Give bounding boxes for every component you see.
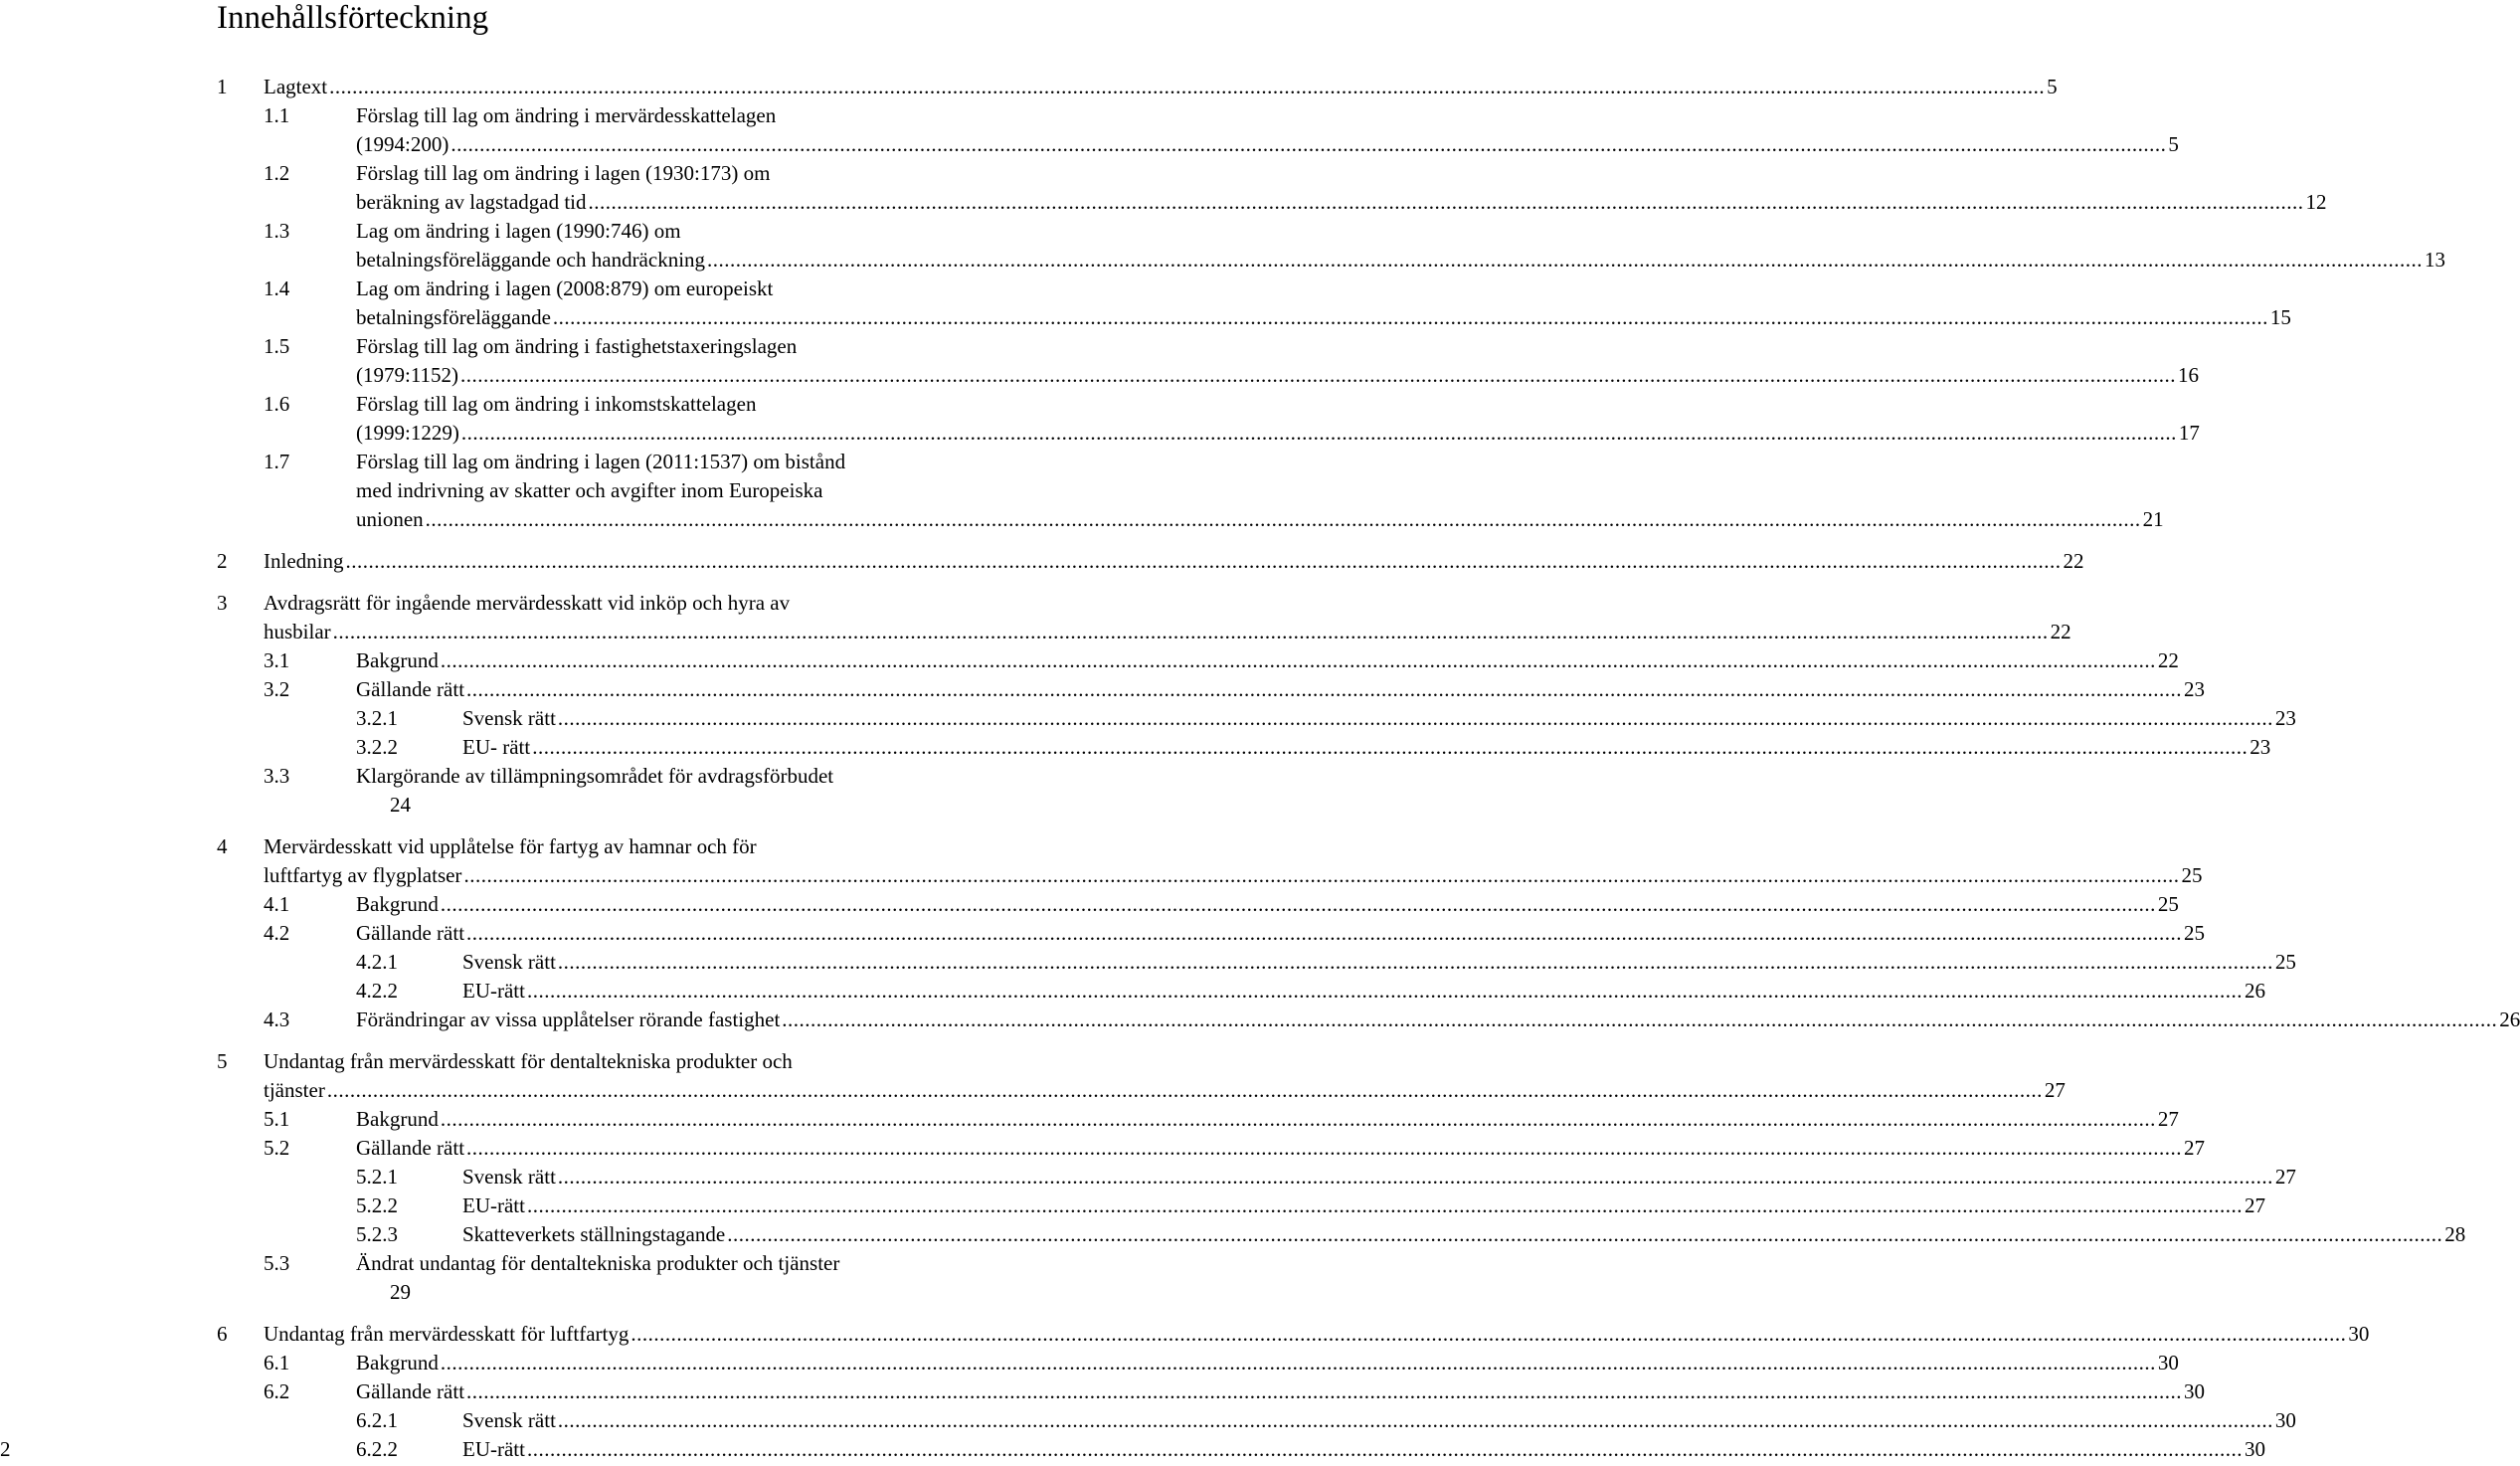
- toc-entry-title: Gällande rätt: [356, 921, 465, 945]
- toc-entry-title: Förslag till lag om ändring i lagen (2011:1537) om bistånd: [356, 450, 846, 473]
- toc-entry-line[interactable]: [264, 646, 2179, 675]
- dot-leader: ............................................................................................................................................................................................................................................................................................................: [450, 132, 2167, 156]
- dot-leader: ............................................................................................................................................................................................................................................................................................................: [526, 1437, 2243, 1461]
- toc-entry-number: 6.2: [264, 1379, 290, 1403]
- toc-entry-page: 5: [2047, 75, 2058, 98]
- toc-entry-line[interactable]: [264, 675, 2206, 704]
- toc-entry-page: 26: [2244, 979, 2265, 1003]
- toc-entry-number: 5.1: [264, 1107, 290, 1131]
- toc-entry-page: 23: [2274, 706, 2296, 730]
- toc-entry-title: Förslag till lag om ändring i lagen (1930:173) om: [356, 161, 771, 185]
- toc-entry-number: 4.2.2: [356, 979, 398, 1003]
- toc-entry-number: 5.2.3: [356, 1222, 398, 1246]
- dot-leader: ............................................................................................................................................................................................................................................................................................................: [440, 1107, 2156, 1131]
- toc-entry-title: Svensk rätt: [462, 706, 556, 730]
- dot-leader: ............................................................................................................................................................................................................................................................................................................: [630, 1322, 2347, 1346]
- toc-entry-line[interactable]: [217, 1320, 2370, 1349]
- page-title: Innehållsförteckning: [217, 0, 489, 36]
- toc-entry-title: Lag om ändring i lagen (1990:746) om: [356, 219, 681, 243]
- toc-entry-number: 4.2: [264, 921, 290, 945]
- toc-entry-title: tjänster: [264, 1078, 325, 1102]
- toc-entry-number: 4: [217, 834, 228, 858]
- dot-leader: ............................................................................................................................................................................................................................................................................................................: [440, 892, 2156, 916]
- dot-leader: ............................................................................................................................................................................................................................................................................................................: [460, 421, 2177, 445]
- toc-entry-number: 1.2: [264, 161, 290, 185]
- toc-entry-page: 22: [2157, 648, 2179, 672]
- toc-entry-line[interactable]: [264, 101, 952, 130]
- toc-entry-title: Bakgrund: [356, 1107, 439, 1131]
- toc-entry-number: 3.2.2: [356, 735, 398, 759]
- toc-entry-line[interactable]: [356, 1435, 2265, 1464]
- toc-entry-title: (1999:1229): [356, 421, 459, 445]
- dot-leader: ............................................................................................................................................................................................................................................................................................................: [440, 648, 2156, 672]
- toc-entry-line[interactable]: [264, 1377, 2206, 1406]
- toc-entry-title: Undantag från mervärdesskatt för luftfartyg: [264, 1322, 630, 1346]
- toc-entry-number: 6: [217, 1322, 228, 1346]
- toc-entry-page: 27: [2274, 1165, 2296, 1189]
- toc-entry-page: 17: [2178, 421, 2200, 445]
- toc-entry-number: 3.2.1: [356, 706, 398, 730]
- toc-entry-title: betalningsföreläggande och handräckning: [356, 248, 706, 272]
- toc-entry-number: 3: [217, 591, 228, 615]
- toc-entry-title: EU-rätt: [462, 1193, 525, 1217]
- dot-leader: ............................................................................................................................................................................................................................................................................................................: [707, 248, 2424, 272]
- toc-entry-number: 2: [217, 549, 228, 573]
- toc-entry-line[interactable]: [217, 861, 2203, 890]
- toc-entry-line[interactable]: [264, 919, 2206, 948]
- toc-entry-number: 5: [217, 1049, 228, 1073]
- toc-entry-page: 30: [2274, 1408, 2296, 1432]
- toc-entry-title: Skatteverkets ställningstagande: [462, 1222, 726, 1246]
- toc-entry-title: husbilar: [264, 620, 331, 643]
- toc-entry-title: EU- rätt: [462, 735, 531, 759]
- toc-entry-line[interactable]: [264, 275, 952, 303]
- toc-entry-title: Gällande rätt: [356, 1379, 465, 1403]
- toc-entry-line[interactable]: [217, 1076, 2066, 1105]
- toc-entry-line[interactable]: [356, 1406, 2296, 1435]
- toc-entry-page: 25: [2157, 892, 2179, 916]
- toc-entry-page: 30: [2244, 1437, 2265, 1461]
- toc-entry-line[interactable]: [264, 1349, 2179, 1377]
- toc-entry-title: Svensk rätt: [462, 1408, 556, 1432]
- toc-entry-number: 4.1: [264, 892, 290, 916]
- toc-entry-page: 30: [2157, 1351, 2179, 1374]
- dot-leader: ............................................................................................................................................................................................................................................................................................................: [460, 363, 2177, 387]
- toc-entry-title: Undantag från mervärdesskatt för dentaltekniska produkter och: [264, 1049, 793, 1073]
- toc-entry-line[interactable]: [356, 1191, 2265, 1220]
- dot-leader: ............................................................................................................................................................................................................................................................................................................: [466, 1379, 2183, 1403]
- toc-entry-page: 22: [2063, 549, 2084, 573]
- toc-entry-title: Avdragsrätt för ingående mervärdesskatt vid inköp och hyra av: [264, 591, 791, 615]
- toc-entry-page: 26: [2499, 1008, 2520, 1031]
- toc-entry-page: 29: [390, 1280, 411, 1304]
- toc-entry-line[interactable]: [264, 390, 952, 419]
- toc-entry-title: (1994:200): [356, 132, 450, 156]
- toc-entry-line[interactable]: [264, 303, 2291, 332]
- toc-entry-number: 1.3: [264, 219, 290, 243]
- toc-entry-line[interactable]: [264, 1105, 2179, 1134]
- toc-entry-page: 16: [2178, 363, 2200, 387]
- toc-entry-page: 28: [2444, 1222, 2466, 1246]
- dot-leader: ............................................................................................................................................................................................................................................................................................................: [463, 863, 2180, 887]
- toc-entry-title: Förändringar av vissa upplåtelser rörande fastighet: [356, 1008, 781, 1031]
- toc-entry-number: 1.4: [264, 276, 290, 300]
- toc-entry-line[interactable]: [356, 948, 2296, 977]
- toc-entry-page: 22: [2050, 620, 2071, 643]
- toc-entry-title: EU-rätt: [462, 979, 525, 1003]
- toc-entry-page: 21: [2142, 507, 2164, 531]
- toc-entry-title: Bakgrund: [356, 648, 439, 672]
- toc-entry-line[interactable]: [264, 419, 2200, 448]
- toc-entry-line[interactable]: [264, 217, 952, 246]
- toc-entry-page: 12: [2305, 190, 2327, 214]
- dot-leader: ............................................................................................................................................................................................................................................................................................................: [425, 507, 2141, 531]
- toc-entry-line[interactable]: [264, 762, 952, 791]
- toc-entry-title: (1979:1152): [356, 363, 459, 387]
- dot-leader: ............................................................................................................................................................................................................................................................................................................: [557, 1408, 2273, 1432]
- toc-entry-page: 23: [2250, 735, 2271, 759]
- dot-leader: ............................................................................................................................................................................................................................................................................................................: [557, 950, 2273, 974]
- toc-entry-line[interactable]: [217, 547, 2084, 576]
- toc-entry-number: 4.3: [264, 1008, 290, 1031]
- toc-entry-title: beräkning av lagstadgad tid: [356, 190, 587, 214]
- dot-leader: ............................................................................................................................................................................................................................................................................................................: [345, 549, 2062, 573]
- toc-entry-number: 4.2.1: [356, 950, 398, 974]
- toc-entry-title: Svensk rätt: [462, 950, 556, 974]
- dot-leader: ............................................................................................................................................................................................................................................................................................................: [440, 1351, 2156, 1374]
- toc-entry-title: med indrivning av skatter och avgifter inom Europeiska: [356, 478, 823, 502]
- toc-entry-number: 1.6: [264, 392, 290, 416]
- dot-leader: ............................................................................................................................................................................................................................................................................................................: [557, 706, 2273, 730]
- toc-entry-title: Mervärdesskatt vid upplåtelse för fartyg av hamnar och för: [264, 834, 757, 858]
- toc-entry-line[interactable]: [356, 704, 2296, 733]
- toc-entry-line[interactable]: [217, 73, 2058, 101]
- dot-leader: ............................................................................................................................................................................................................................................................................................................: [588, 190, 2304, 214]
- toc-entry-line[interactable]: [356, 977, 2265, 1006]
- page-number: 2: [0, 1437, 11, 1461]
- toc-entry-title: Gällande rätt: [356, 677, 465, 701]
- dot-leader: ............................................................................................................................................................................................................................................................................................................: [526, 1193, 2243, 1217]
- toc-entry-page: 25: [2274, 950, 2296, 974]
- toc-entry-line[interactable]: [356, 733, 2271, 762]
- toc-entry-number: 1.7: [264, 450, 290, 473]
- toc-entry-title: EU-rätt: [462, 1437, 525, 1461]
- toc-entry-number: 6.1: [264, 1351, 290, 1374]
- toc-entry-number: 3.3: [264, 764, 290, 788]
- toc-entry-line[interactable]: [356, 1220, 2466, 1249]
- toc-entry-line[interactable]: [264, 130, 2179, 159]
- toc-entry-page: 15: [2269, 305, 2291, 329]
- toc-entry-page: 27: [2157, 1107, 2179, 1131]
- toc-entry-line[interactable]: [264, 1006, 2520, 1034]
- toc-entry-number: 1.1: [264, 103, 290, 127]
- toc-entry-line[interactable]: [264, 890, 2179, 919]
- toc-entry-title: Förslag till lag om ändring i mervärdesskattelagen: [356, 103, 777, 127]
- toc-entry-page: 30: [2348, 1322, 2370, 1346]
- toc-entry-title: Lagtext: [264, 75, 328, 98]
- toc-entry-line[interactable]: [356, 1163, 2296, 1191]
- toc-entry-number: 5.2.1: [356, 1165, 398, 1189]
- toc-entry-line[interactable]: [264, 159, 952, 188]
- toc-entry-title: unionen: [356, 507, 424, 531]
- toc-entry-number: 5.2: [264, 1136, 290, 1160]
- toc-entry-title: Gällande rätt: [356, 1136, 465, 1160]
- toc-entry-number: 1: [217, 75, 228, 98]
- toc-entry-title: Lag om ändring i lagen (2008:879) om europeiskt: [356, 276, 774, 300]
- toc-entry-line[interactable]: [217, 589, 952, 618]
- toc-entry-title: Svensk rätt: [462, 1165, 556, 1189]
- toc-entry-page: 25: [2181, 863, 2203, 887]
- dot-leader: ............................................................................................................................................................................................................................................................................................................: [466, 677, 2183, 701]
- toc-entry-number: 5.2.2: [356, 1193, 398, 1217]
- toc-entry-page: 27: [2044, 1078, 2066, 1102]
- toc-entry-page: 5: [2168, 132, 2179, 156]
- toc-entry-line[interactable]: [264, 1249, 952, 1278]
- toc-entry-title: Ändrat undantag för dentaltekniska produkter och tjänster: [356, 1251, 840, 1275]
- dot-leader: ............................................................................................................................................................................................................................................................................................................: [557, 1165, 2273, 1189]
- toc-entry-title: Bakgrund: [356, 892, 439, 916]
- toc-entry-number: 6.2.1: [356, 1408, 398, 1432]
- dot-leader: ............................................................................................................................................................................................................................................................................................................: [532, 735, 2249, 759]
- dot-leader: ............................................................................................................................................................................................................................................................................................................: [466, 1136, 2183, 1160]
- toc-entry-line[interactable]: [217, 618, 2071, 646]
- toc-entry-page: 27: [2244, 1193, 2265, 1217]
- dot-leader: ............................................................................................................................................................................................................................................................................................................: [782, 1008, 2498, 1031]
- toc-entry-line[interactable]: [264, 332, 952, 361]
- toc-entry-page: 25: [2184, 921, 2206, 945]
- dot-leader: ............................................................................................................................................................................................................................................................................................................: [332, 620, 2049, 643]
- toc-entry-number: 3.1: [264, 648, 290, 672]
- toc-entry-line[interactable]: [264, 505, 2164, 534]
- dot-leader: ............................................................................................................................................................................................................................................................................................................: [329, 75, 2046, 98]
- toc-entry-line[interactable]: [264, 246, 2446, 275]
- toc-entry-number: 6.2.2: [356, 1437, 398, 1461]
- toc-entry-title: Bakgrund: [356, 1351, 439, 1374]
- dot-leader: ............................................................................................................................................................................................................................................................................................................: [552, 305, 2268, 329]
- dot-leader: ............................................................................................................................................................................................................................................................................................................: [727, 1222, 2443, 1246]
- toc-entry-line[interactable]: [217, 832, 952, 861]
- toc-entry-line[interactable]: [217, 1047, 952, 1076]
- toc-entry-line[interactable]: [264, 361, 2200, 390]
- toc-entry-number: 5.3: [264, 1251, 290, 1275]
- toc-entry-page: 24: [390, 793, 411, 817]
- toc-entry-title: Inledning: [264, 549, 344, 573]
- toc-entry-number: 3.2: [264, 677, 290, 701]
- toc-entry-line[interactable]: [264, 188, 2327, 217]
- toc-entry-title: betalningsföreläggande: [356, 305, 551, 329]
- dot-leader: ............................................................................................................................................................................................................................................................................................................: [326, 1078, 2043, 1102]
- dot-leader: ............................................................................................................................................................................................................................................................................................................: [466, 921, 2183, 945]
- toc-entry-page: 23: [2184, 677, 2206, 701]
- toc-entry-page: 13: [2425, 248, 2446, 272]
- dot-leader: ............................................................................................................................................................................................................................................................................................................: [526, 979, 2243, 1003]
- toc-entry-title: luftfartyg av flygplatser: [264, 863, 462, 887]
- toc-entry-line[interactable]: [264, 1134, 2206, 1163]
- toc-entry-line[interactable]: [264, 476, 952, 505]
- toc-entry-page: 30: [2184, 1379, 2206, 1403]
- toc-entry-title: Förslag till lag om ändring i inkomstskattelagen: [356, 392, 757, 416]
- toc-entry-number: 1.5: [264, 334, 290, 358]
- toc-entry-page: 27: [2184, 1136, 2206, 1160]
- toc-entry-title: Klargörande av tillämpningsområdet för avdragsförbudet: [356, 764, 834, 788]
- toc-entry-line[interactable]: [264, 448, 952, 476]
- toc-entry-title: Förslag till lag om ändring i fastighetstaxeringslagen: [356, 334, 798, 358]
